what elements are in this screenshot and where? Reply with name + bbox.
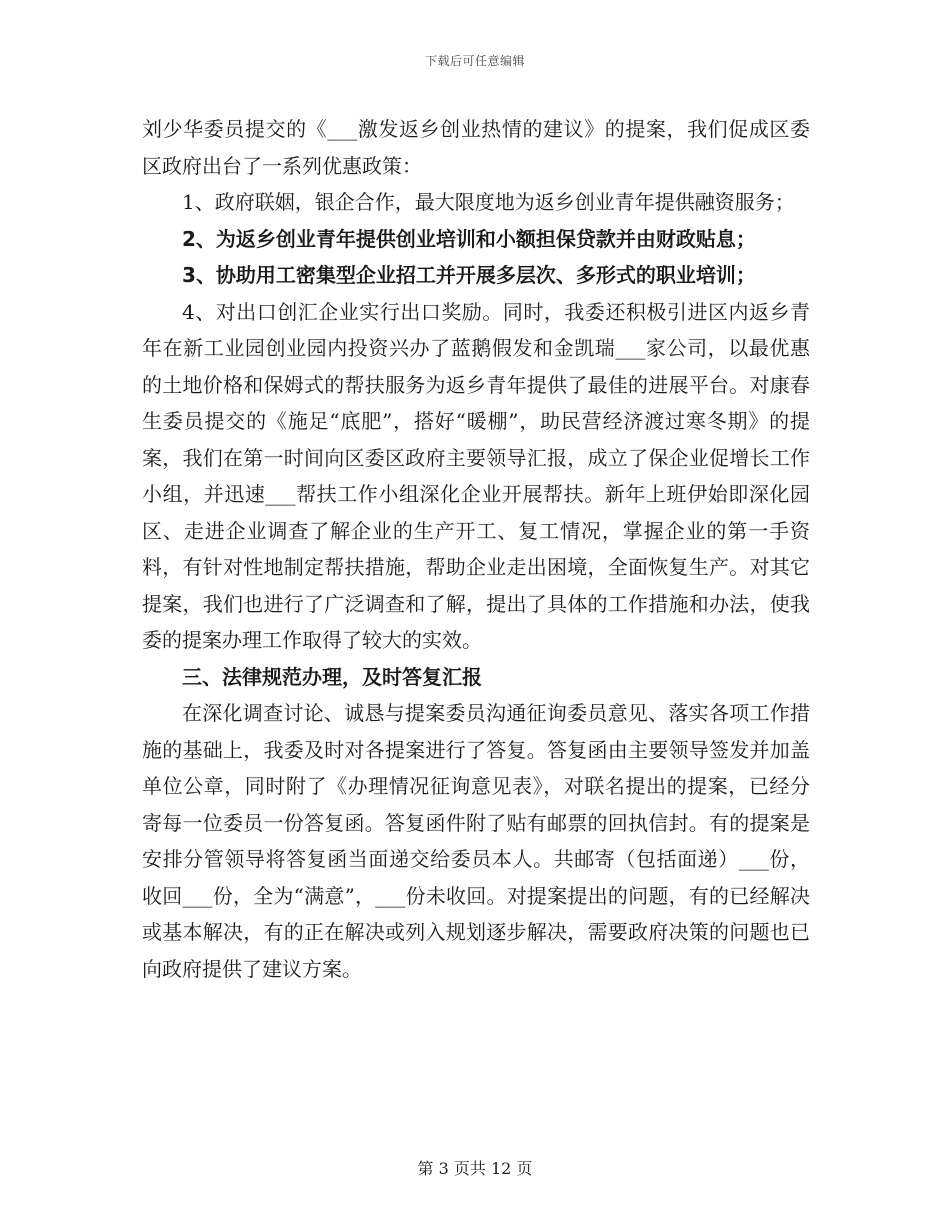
section-heading-3: 三、法律规范办理，及时答复汇报 bbox=[182, 664, 482, 689]
page-header-note: 下载后可任意编辑 bbox=[424, 54, 525, 68]
list-item-policy-4: 4、对出口创汇企业实行出口奖励。同时，我委还积极引进区内返乡青年在新工业园创业园内投资兴办了蓝鹅假发和金凯瑞___家公司，以最优惠的土地价格和保姆式的帮扶服务为返乡青年提供了最佳的进展平台。对康春生委员提交的《施足“底肥”，搭好“暖棚”，助民营经济渡过寒冬期》的提案，我们在第一时间向区委区政府主要领导汇报，成立了保企业促增长工作小组，并迅速___帮扶工作小组深化企业开展帮扶。新年上班伊始即深化园区、走进企业调查了解企业的生产开工、复工情况，掌握企业的第一手资料，有针对性地制定帮扶措施，帮助企业走出困境，全面恢复生产。对其它提案，我们也进行了广泛调查和了解，提出了具体的工作措施和办法，使我委的提案办理工作取得了较大的实效。 bbox=[142, 299, 810, 652]
list-item-policy-2: 2、为返乡创业青年提供创业培训和小额担保贷款并由财政贴息； bbox=[182, 226, 756, 251]
paragraph-reply-summary: 在深化调查讨论、诚恳与提案委员沟通征询委员意见、落实各项工作措施的基础上，我委及时对各提案进行了答复。答复函由主要领导签发并加盖单位公章，同时附了《办理情况征询意见表》，对联名提出的提案，已经分寄每一位委员一份答复函。答复函件附了贴有邮票的回执信封。有的提案是安排分管领导将答复函当面递交给委员本人。共邮寄（包括面递）___份，收回___份，全为“满意”，___份未收回。对提案提出的问题，有的已经解决或基本解决，有的正在解决或列入规划逐步解决，需要政府决策的问题也已向政府提供了建议方案。 bbox=[142, 701, 810, 981]
list-item-policy-3: 3、协助用工密集型企业招工并开展多层次、多形式的职业培训； bbox=[182, 263, 756, 287]
page-number-footer: 第 3 页共 12 页 bbox=[417, 1159, 533, 1178]
document-body bbox=[142, 111, 810, 987]
paragraph-proposal-intro: 刘少华委员提交的《___激发返乡创业热情的建议》的提案，我们促成区委区政府出台了一系列优惠政策： bbox=[142, 117, 810, 178]
list-item-policy-1: 1、政府联姻，银企合作，最大限度地为返乡创业青年提供融资服务； bbox=[182, 190, 795, 214]
